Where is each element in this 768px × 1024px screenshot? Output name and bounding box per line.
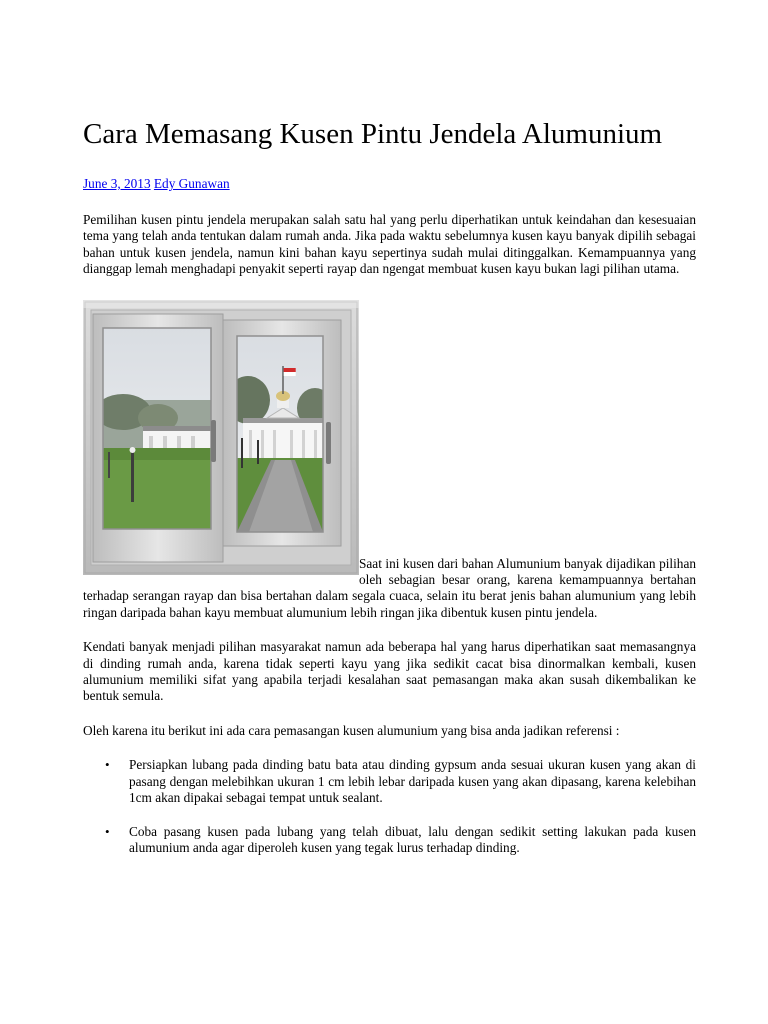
paragraph-aluminium: Saat ini kusen dari bahan Alumunium banyak dijadikan pilihan oleh sebagian besar orang, karena kemampuannya bertahan terhadap serangan rayap dan bisa bertahan dalam segala cuaca, selain itu berat jenis bahan alumunium yang lebih ringan daripada bahan kayu membuat alumunium lebih ringan jika dibentuk kusen pintu jendela. [83, 555, 696, 620]
author-link[interactable]: Edy Gunawan [153, 176, 230, 191]
sliding-window-illustration [83, 300, 359, 575]
list-item-text: Coba pasang kusen pada lubang yang telah dibuat, lalu dengan sedikit setting lakukan pada kusen alumunium anda agar diperoleh kusen yang tegak lurus terhadap dinding. [129, 823, 696, 855]
article-title: Cara Memasang Kusen Pintu Jendela Alumunium [83, 118, 663, 150]
paragraph-steps-intro: Oleh karena itu berikut ini ada cara pemasangan kusen alumunium yang bisa anda jadikan referensi : [83, 722, 620, 738]
list-item-text: Persiapkan lubang pada dinding batu bata atau dinding gypsum anda sesuai ukuran kusen yang akan di pasang dengan melebihkan ukuran 1 cm lebih lebar daripada kusen yang akan dipasang, karena kelebihan 1cm akan dipakai sebagai tempat untuk sealant. [129, 757, 696, 806]
figure-block [83, 298, 696, 622]
article-meta [83, 176, 696, 192]
steps-list [83, 757, 696, 856]
bullet-icon: • [105, 757, 110, 773]
aluminium-window-image [83, 300, 359, 575]
post-date-link[interactable]: June 3, 2013 [83, 176, 151, 191]
list-item [105, 757, 696, 806]
bullet-icon: • [105, 823, 110, 839]
article [83, 118, 696, 873]
paragraph-intro: Pemilihan kusen pintu jendela merupakan salah satu hal yang perlu diperhatikan untuk keindahan dan kesesuaian tema yang telah anda tentukan dalam rumah anda. Jika pada waktu sebelumnya kusen kayu banyak dipilih sebagai bahan untuk kusen jendela, namun kini bahan kayu sepertinya sudah mulai ditinggalkan. Kemampuannya yang dianggap lemah menghadapi penyakit seperti rayap dan ngengat membuat kusen kayu bukan lagi pilihan utama. [83, 212, 696, 277]
list-item [105, 823, 696, 857]
paragraph-caution: Kendati banyak menjadi pilihan masyarakat namun ada beberapa hal yang harus diperhatikan saat memasangnya di dinding rumah anda, karena tidak seperti kayu yang jika sedikit cacat bisa dinormalkan kembali, kusen alumunium memiliki sifat yang apabila terjadi kesalahan saat pemasangan maka akan susah dikembalikan ke bentuk semula. [83, 639, 696, 704]
